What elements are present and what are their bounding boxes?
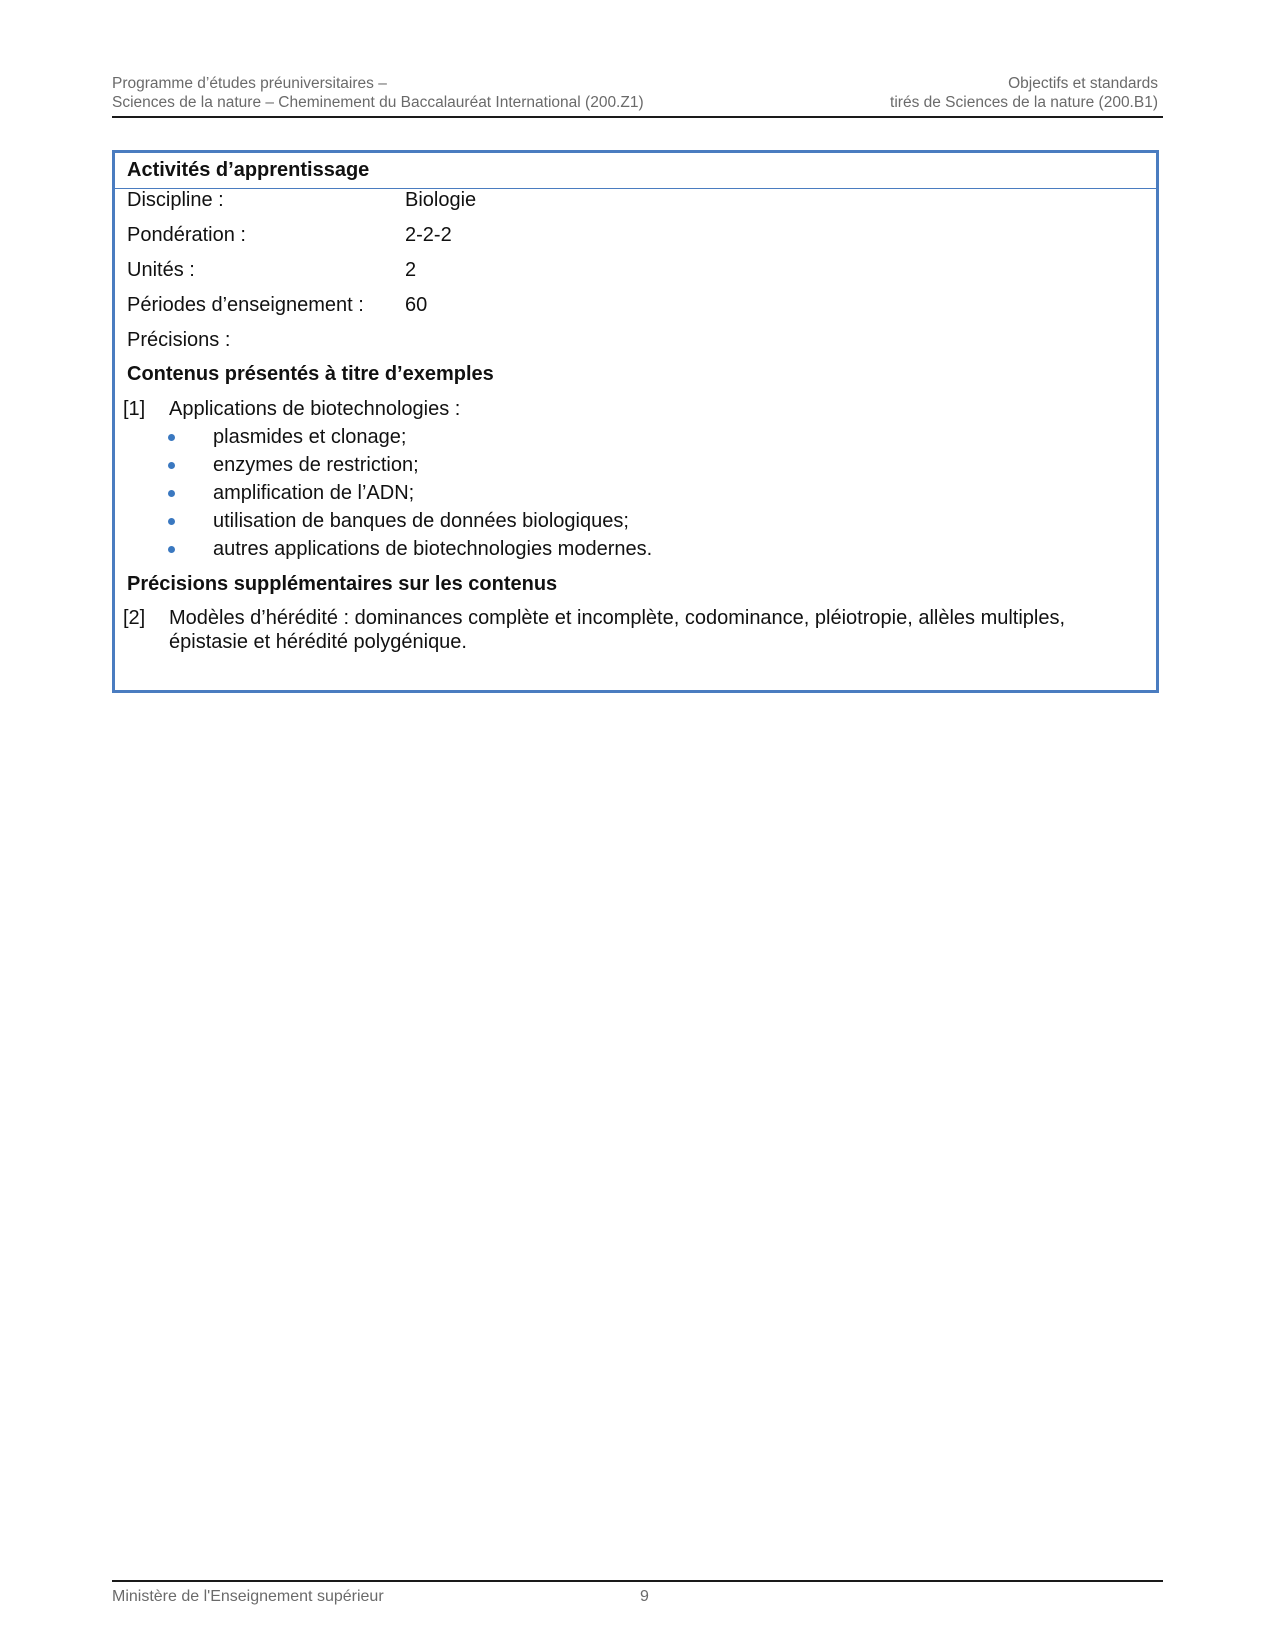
bullet-text: plasmides et clonage;	[213, 426, 407, 448]
item-text: Applications de biotechnologies :	[169, 398, 461, 420]
page-footer	[112, 1580, 1163, 1606]
field-label: Précisions :	[127, 329, 231, 351]
field-value: 2-2-2	[405, 224, 452, 246]
bullet-icon	[168, 434, 175, 441]
field-label: Discipline :	[127, 189, 224, 211]
field-label: Périodes d’enseignement :	[127, 294, 364, 316]
bullet-icon	[168, 546, 175, 553]
header-objectives-source: tirés de Sciences de la nature (200.B1)	[890, 94, 1158, 111]
learning-activities-box	[112, 150, 1159, 693]
bullet-text: amplification de l’ADN;	[213, 482, 415, 504]
bullet-text: enzymes de restriction;	[213, 454, 419, 476]
page-header	[112, 74, 1163, 118]
item-number: [1]	[123, 398, 146, 420]
section-additional-title: Précisions supplémentaires sur les contenus	[127, 573, 558, 595]
section-examples-title: Contenus présentés à titre d’exemples	[127, 363, 494, 385]
footer-ministry: Ministère de l'Enseignement supérieur	[112, 1588, 384, 1605]
item-text: Modèles d’hérédité : dominances complète et incomplète, codominance, pléiotropie, allèles multiples, épistasie et hérédité polygénique.	[169, 607, 1066, 653]
field-value: Biologie	[405, 189, 477, 211]
bullet-icon	[168, 490, 175, 497]
bullet-text: autres applications de biotechnologies modernes.	[213, 538, 653, 560]
field-label: Pondération :	[127, 224, 246, 246]
field-label: Unités :	[127, 259, 195, 281]
bullet-text: utilisation de banques de données biologiques;	[213, 510, 629, 532]
header-right	[890, 74, 1158, 112]
field-value: 2	[405, 259, 417, 281]
item-number: [2]	[123, 607, 146, 629]
header-left	[112, 74, 644, 112]
header-program-title: Programme d’études préuniversitaires –	[112, 75, 387, 92]
header-program-subtitle: Sciences de la nature – Cheminement du Baccalauréat International (200.Z1)	[112, 94, 644, 111]
box-title: Activités d’apprentissage	[115, 153, 1156, 189]
bullet-icon	[168, 518, 175, 525]
bullet-icon	[168, 462, 175, 469]
page-number: 9	[640, 1588, 649, 1605]
header-objectives-title: Objectifs et standards	[1008, 75, 1158, 92]
field-value: 60	[405, 294, 428, 316]
